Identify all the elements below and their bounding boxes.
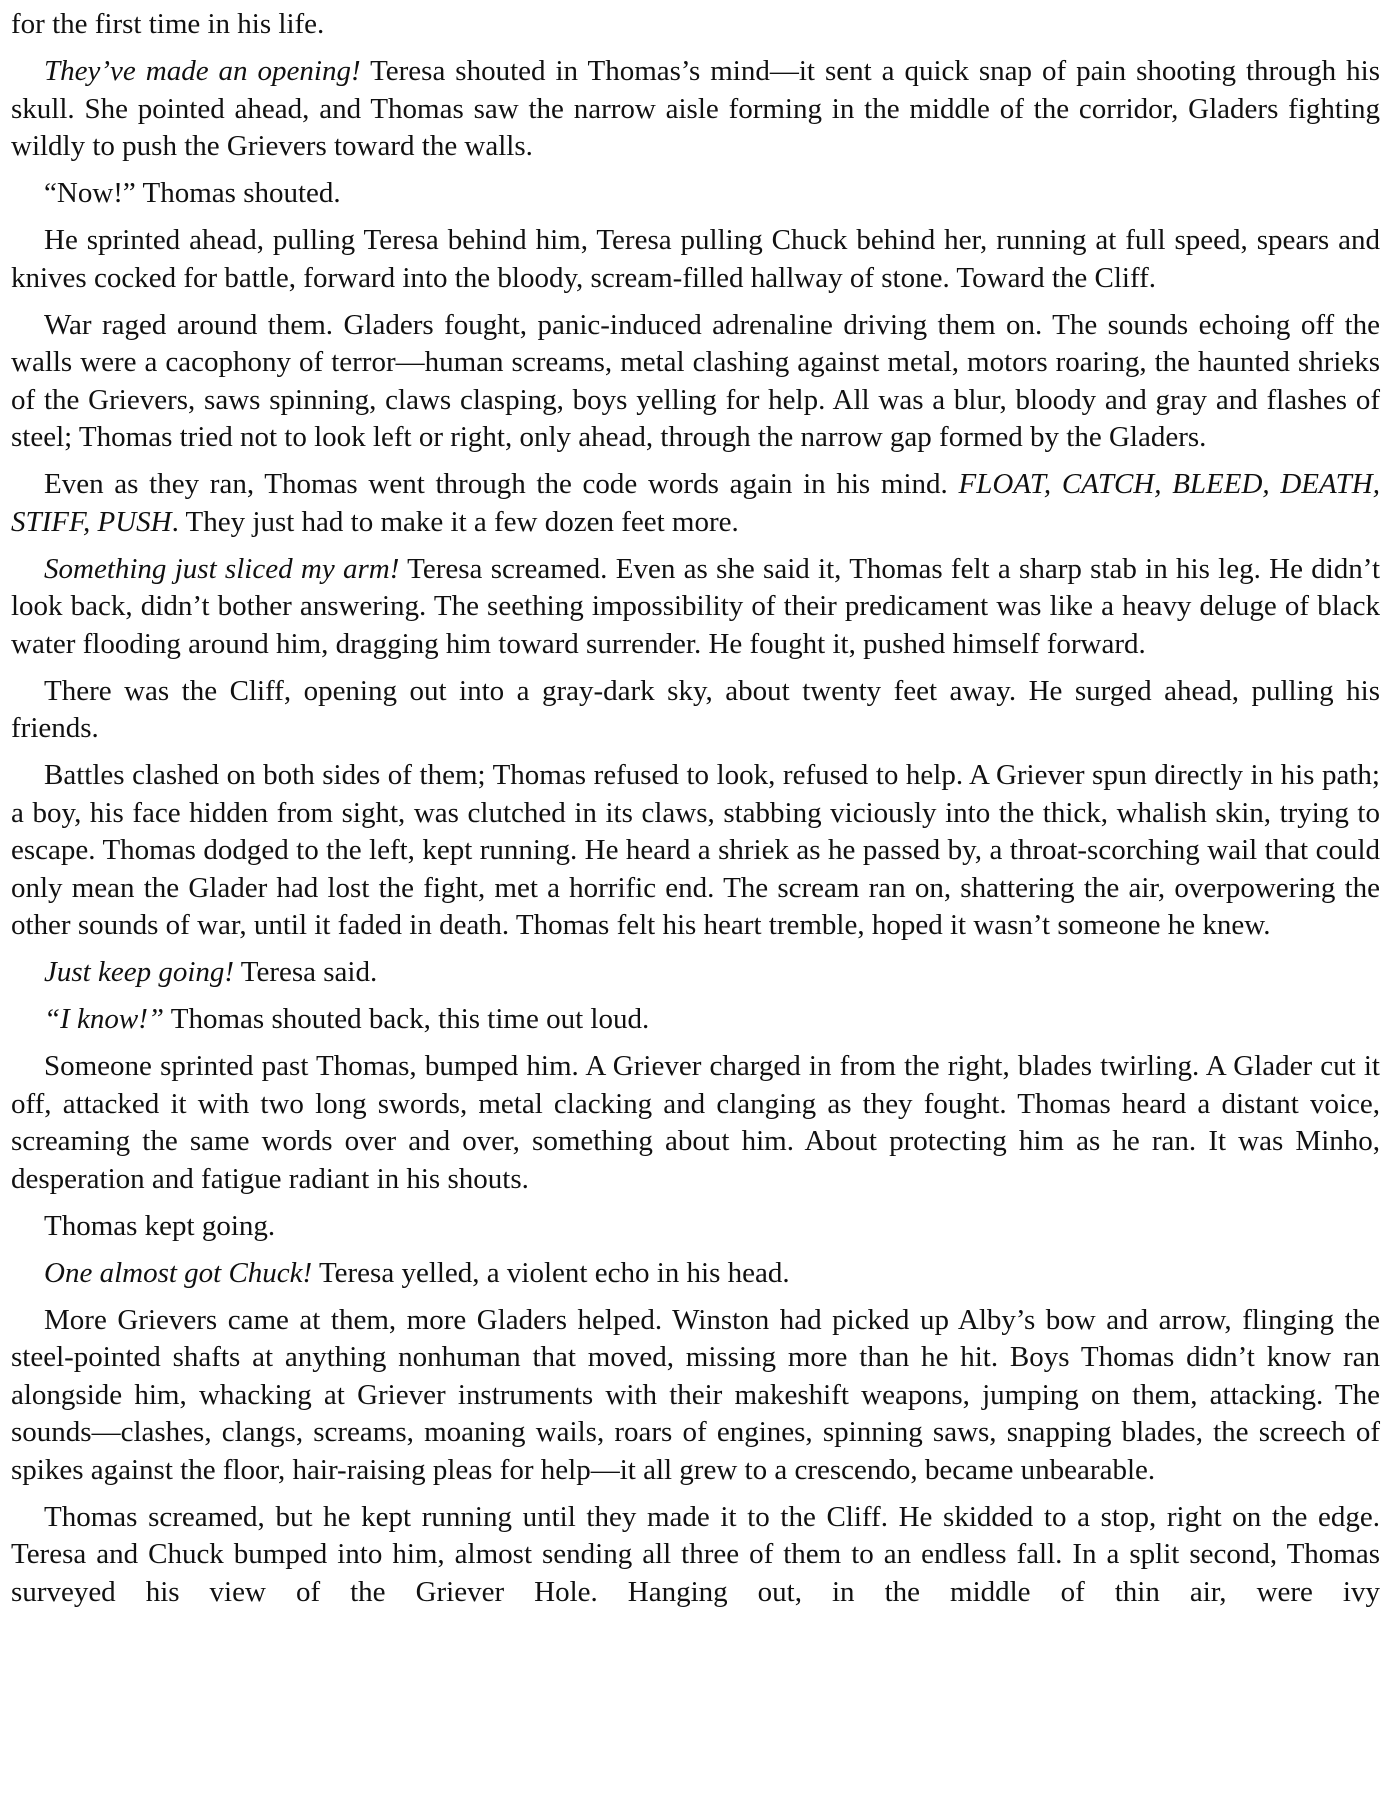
text-run: “Now!” Thomas shouted. [44,177,341,209]
book-page [11,0,1380,1621]
paragraph [11,222,1380,297]
paragraph [11,673,1380,748]
text-run: There was the Cliff, opening out into a gray-dark sky, about twenty feet away. He surged ahead, pulling his friends. [11,674,1380,744]
italic-text: “I know!” [44,1003,165,1035]
text-run: Teresa said. [234,956,378,988]
text-run: . They just had to make it a few dozen feet more. [171,505,739,538]
italic-text: FLOAT, CATCH, BLEED, DEATH, STIFF, PUSH [11,468,1380,538]
paragraph [11,1302,1380,1490]
paragraph [11,1499,1380,1612]
text-run: Thomas kept going. [44,1209,276,1242]
text-run: War raged around them. Gladers fought, panic-induced adrenaline driving them on. The sounds echoing off the walls were a cacophony of terror—human screams, metal clashing against metal, motors roaring, the haunted shrieks of the Grievers, saws spinning, claws clasping, boys yelling for help. All was a blur, bloody and gray and flashes of steel; Thomas tried not to look left or right, only ahead, through the narrow gap formed by the Gladers. [11,308,1380,453]
text-run: Even as they ran, Thomas went through the code words again in his mind. [44,468,959,500]
paragraph [11,307,1380,457]
paragraph [11,1048,1380,1198]
italic-text: Something just sliced my arm! [44,552,400,585]
text-run: Teresa screamed. Even as she said it, Thomas felt a sharp stab in his leg. He didn’t look back, didn’t bother answering. The seething impossibility of their predicament was like a heavy deluge of black water flooding around him, dragging him toward surrender. He fought it, pushed himself forward. [11,552,1380,660]
text-run: Teresa yelled, a violent echo in his head. [312,1256,790,1289]
paragraph [11,757,1380,945]
text-run: Thomas screamed, but he kept running until they made it to the Cliff. He skidded to a stop, right on the edge. Teresa and Chuck bumped into him, almost sending all three of them to an endless fall. In a split second, Thomas surveyed his view of the Griever Hole. Hanging out, in the middle of thin air, were ivy [11,1500,1380,1608]
paragraph [11,551,1380,664]
text-run: Someone sprinted past Thomas, bumped him. A Griever charged in from the right, blades twirling. A Glader cut it off, attacked it with two long swords, metal clacking and clanging as they fought. Thomas heard a distant voice, screaming the same words over and over, something about him. About protecting him as he ran. It was Minho, desperation and fatigue radiant in his shouts. [11,1050,1380,1195]
paragraph [11,53,1380,166]
text-run: for the first time in his life. [11,8,325,40]
paragraph [11,6,1380,44]
italic-text: One almost got Chuck! [44,1256,313,1289]
text-run: Battles clashed on both sides of them; Thomas refused to look, refused to help. A Griever spun directly in his path; a boy, his face hidden from sight, was clutched in its claws, stabbing viciously into the thick, whalish skin, trying to escape. Thomas dodged to the left, kept running. He heard a shriek as he passed by, a throat-scorching wail that could only mean the Glader had lost the fight, met a horrific end. The scream ran on, shattering the air, overpowering the other sounds of war, until it faded in death. Thomas felt his heart tremble, hoped it wasn’t someone he knew. [11,759,1380,941]
paragraph [11,1255,1380,1293]
paragraph [11,466,1380,541]
italic-text: Just keep going! [44,956,235,988]
paragraph [11,1001,1380,1039]
text-run: More Grievers came at them, more Gladers helped. Winston had picked up Alby’s bow and arrow, flinging the steel-pointed shafts at anything nonhuman that moved, missing more than he hit. Boys Thomas didn’t know ran alongside him, whacking at Griever instruments with their makeshift weapons, jumping on them, attacking. The sounds—clashes, clangs, screams, moaning wails, roars of engines, spinning saws, snapping blades, the screech of spikes against the floor, hair-raising pleas for help—it all grew to a crescendo, became unbearable. [11,1303,1380,1486]
paragraph [11,954,1380,992]
text-run: Teresa shouted in Thomas’s mind—it sent a quick snap of pain shooting through his skull. She pointed ahead, and Thomas saw the narrow aisle forming in the middle of the corridor, Gladers fighting wildly to push the Grievers toward the walls. [11,55,1380,162]
text-run: He sprinted ahead, pulling Teresa behind him, Teresa pulling Chuck behind her, running at full speed, spears and knives cocked for battle, forward into the bloody, scream-filled hallway of stone. Toward the Cliff. [11,224,1380,294]
paragraph [11,175,1380,213]
paragraph [11,1208,1380,1246]
text-run: Thomas shouted back, this time out loud. [164,1003,650,1035]
italic-text: They’ve made an opening! [44,55,361,87]
